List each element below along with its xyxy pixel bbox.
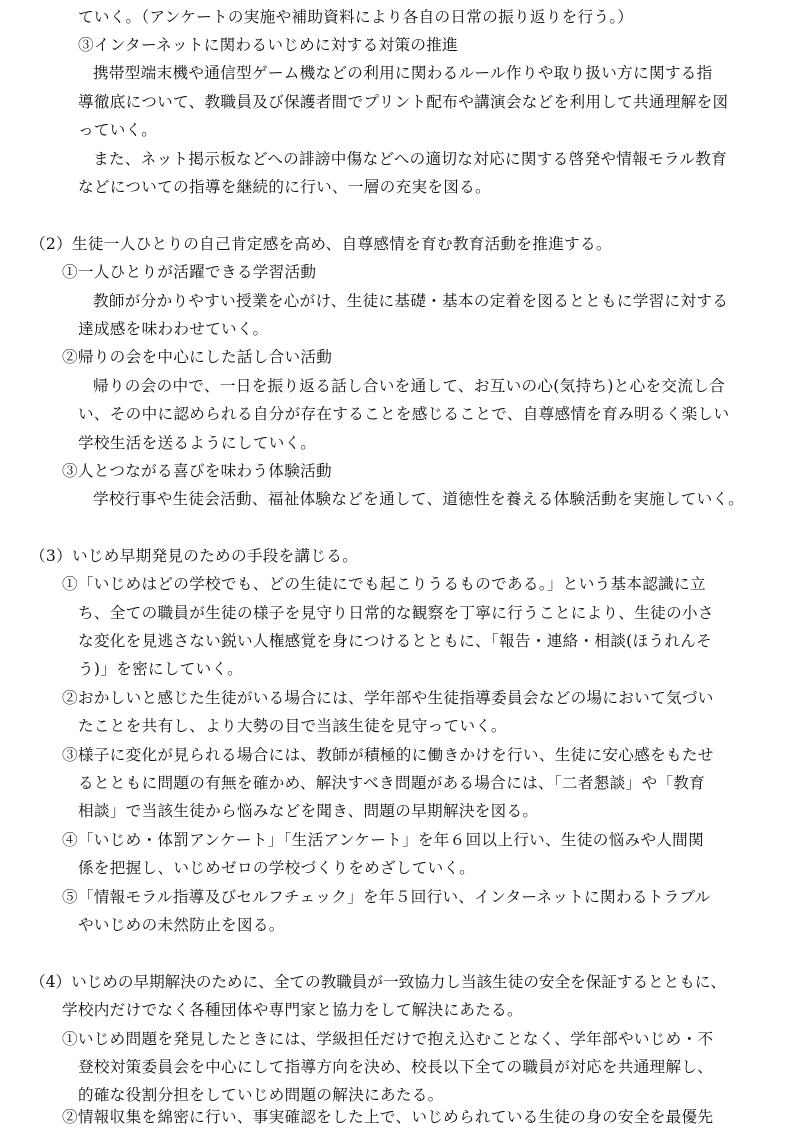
text-line: やいじめの未然防止を図る。 [78, 916, 285, 934]
subheading: ③人とつながる喜びを味わう体験活動 [62, 462, 332, 480]
text-line: ②情報収集を綿密に行い、事実確認をした上で、いじめられている生徒の身の安全を最優先 [62, 1108, 714, 1126]
section-heading-2: （2）生徒一人ひとりの自己肯定感を高め、自尊感情を育む教育活動を推進する。 [30, 235, 612, 253]
text-line: 学校内だけでなく各種団体や専門家と協力をして解決にあたる。 [62, 1001, 523, 1019]
text-line: ①いじめ問題を発見したときには、学級担任だけで抱え込むことなく、学年部やいじめ・不 [62, 1030, 714, 1048]
text-line: 携帯型端末機や通信型ゲーム機などの利用に関わるルール作りや取り扱い方に関する指 [93, 64, 713, 82]
text-line: ⑤「情報モラル指導及びセルフチェック」を年５回行い、インターネットに関わるトラブル [62, 888, 711, 906]
text-line: 的確な役割分担をしていじめ問題の解決にあたる。 [78, 1086, 444, 1104]
text-line: 教師が分かりやすい授業を心がけ、生徒に基礎・基本の定着を図るとともに学習に対する [93, 292, 729, 310]
text-line: 導徹底について、教職員及び保護者間でプリント配布や講演会などを利用して共通理解を図 [78, 93, 729, 111]
text-line: 登校対策委員会を中心にして指導方向を決め、校長以下全ての職員が対応を共通理解し、 [78, 1058, 714, 1076]
subheading: ①一人ひとりが活躍できる学習活動 [62, 263, 317, 281]
text-line: 学校行事や生徒会活動、福祉体験などを通して、道徳性を養える体験活動を実施していく。 [93, 490, 745, 508]
text-line: 学校生活を送るようにしていく。 [78, 434, 317, 452]
text-line: たことを共有し、より大勢の目で当該生徒を見守っていく。 [78, 717, 507, 735]
section-heading-4: （4）いじめの早期解決のために、全ての教職員が一致協力し当該生徒の安全を保証するとともに、 [30, 973, 727, 991]
text-line: 相談」で当該生徒から悩みなどを聞き、問題の早期解決を図る。 [78, 802, 539, 820]
text-line: う)」を密にしていく。 [78, 660, 244, 678]
subheading: ③インターネットに関わるいじめに対する対策の推進 [78, 36, 459, 54]
text-line: また、ネット掲示板などへの誹謗中傷などへの適切な対応に関する啓発や情報モラル教育 [93, 150, 728, 168]
text-line: ①「いじめはどの学校でも、どの生徒にでも起こりうるものである。」という基本認識に立 [62, 575, 706, 593]
section-heading-3: （3）いじめ早期発見のための手段を講じる。 [30, 547, 359, 565]
text-line: ていく。（アンケートの実施や補助資料により各自の日常の振り返りを行う。） [78, 8, 634, 26]
text-line: 達成感を味わわせていく。 [78, 320, 269, 338]
text-line: い、その中に認められる自分が存在することを感じることで、自尊感情を育み明るく楽しい [78, 405, 730, 423]
subheading: ②帰りの会を中心にした話し合い活動 [62, 348, 333, 366]
text-line: 帰りの会の中で、一日を振り返る話し合いを通して、お互いの心(気持ち)と心を交流し合 [93, 377, 725, 395]
text-line: ④「いじめ・体罰アンケート」「生活アンケート」を年６回以上行い、生徒の悩みや人間関 [62, 831, 704, 849]
text-line: ②おかしいと感じた生徒がいる場合には、学年部や生徒指導委員会などの場において気づい [62, 689, 714, 707]
text-line: っていく。 [78, 121, 158, 139]
text-line: などについての指導を継続的に行い、一層の充実を図る。 [78, 178, 491, 196]
text-line: ③様子に変化が見られる場合には、教師が積極的に働きかけを行い、生徒に安心感をもたせ [62, 746, 714, 764]
text-line: な変化を見逃さない鋭い人権感覚を身につけるとともに、「報告・連絡・相談(ほうれんそ [78, 632, 713, 650]
text-line: ち、全ての職員が生徒の様子を見守り日常的な観察を丁寧に行うことにより、生徒の小さ [78, 604, 714, 622]
text-line: るとともに問題の有無を確かめ、解決すべき問題がある場合には、「二者懇談」や「教育 [78, 774, 706, 792]
text-line: 係を把握し、いじめゼロの学校づくりをめざしていく。 [78, 859, 476, 877]
